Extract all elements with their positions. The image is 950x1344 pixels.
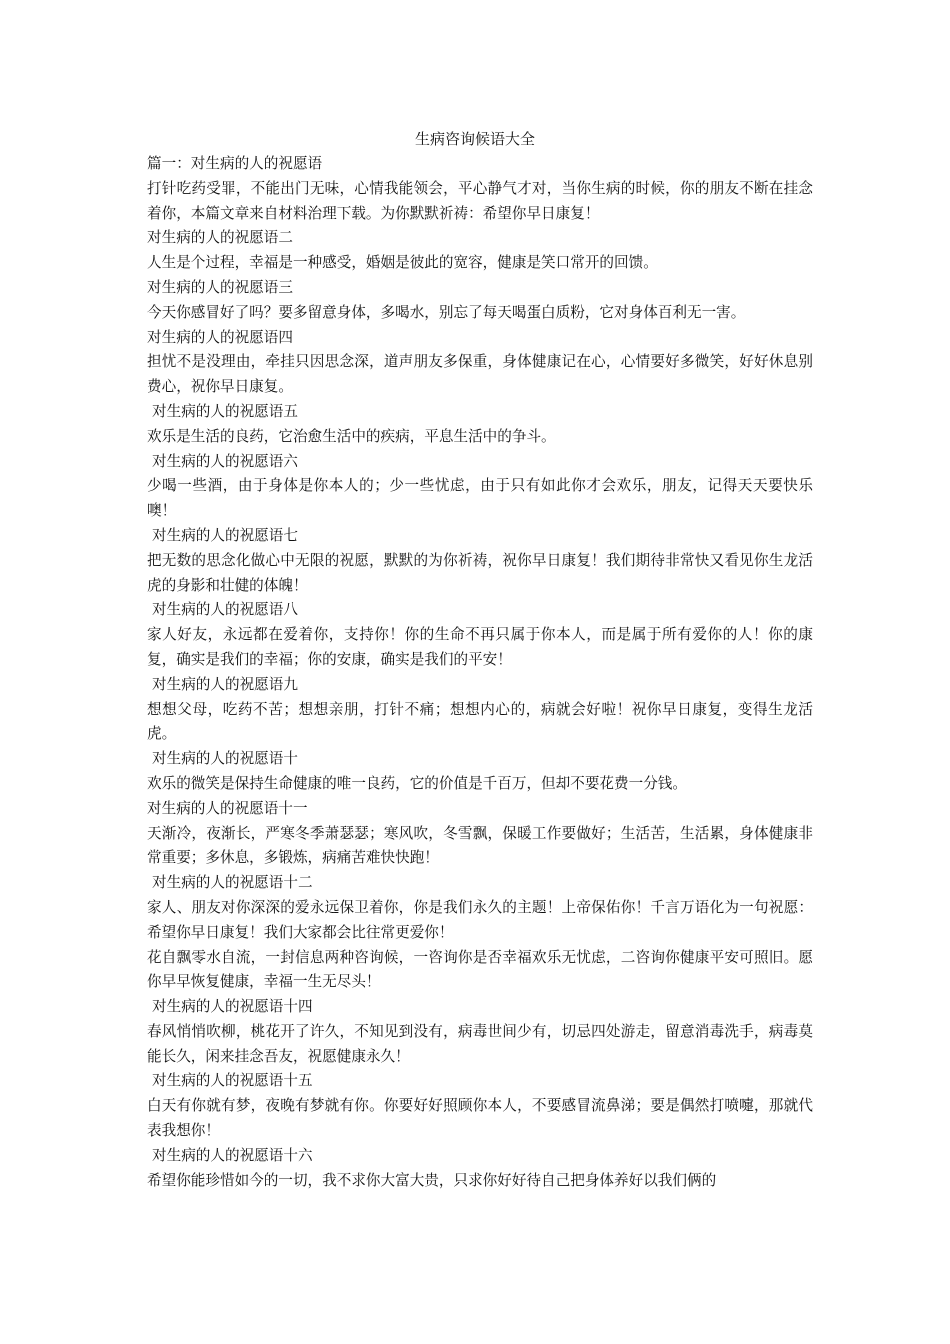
section-heading: 对生病的人的祝愿语十五 (152, 1072, 313, 1090)
section-heading: 对生病的人的祝愿语六 (152, 452, 298, 470)
section-heading: 对生病的人的祝愿语四 (147, 328, 293, 346)
section-heading: 对生病的人的祝愿语十六 (152, 1146, 313, 1164)
section-paragraph: 天渐冷，夜渐长，严寒冬季萧瑟瑟；寒风吹，冬雪飘，保暖工作要做好；生活苦，生活累，身体健康非常重要；多休息，多锻炼，病痛苦难快快跑！ (147, 824, 813, 867)
section-heading: 对生病的人的祝愿语十一 (147, 799, 308, 817)
section-heading: 对生病的人的祝愿语五 (152, 402, 298, 420)
section-paragraph: 春风悄悄吹柳，桃花开了许久，不知见到没有，病毒世间少有，切忌四处游走，留意消毒洗手，病毒莫能长久，闲来挂念吾友，祝愿健康永久！ (147, 1022, 813, 1065)
section-paragraph: 家人、朋友对你深深的爱永远保卫着你，你是我们永久的主题！上帝保佑你！千言万语化为一句祝愿：希望你早日康复！我们大家都会比往常更爱你！ (147, 898, 813, 941)
section-paragraph: 少喝一些酒，由于身体是你本人的；少一些忧虑，由于只有如此你才会欢乐，朋友，记得天天要快乐噢！ (147, 477, 813, 520)
section-heading: 对生病的人的祝愿语二 (147, 229, 293, 247)
section-paragraph: 花自飘零水自流，一封信息两种咨询候，一咨询你是否幸福欢乐无忧虑，二咨询你健康平安可照旧。愿你早早恢复健康，幸福一生无尽头！ (147, 948, 813, 991)
section-paragraph: 欢乐是生活的良药，它治愈生活中的疾病，平息生活中的争斗。 (147, 427, 556, 445)
section-paragraph: 欢乐的微笑是保持生命健康的唯一良药，它的价值是千百万，但却不要花费一分钱。 (147, 774, 687, 792)
section-paragraph: 把无数的思念化做心中无限的祝愿，默默的为你祈祷，祝你早日康复！我们期待非常快又看见你生龙活虎的身影和壮健的体魄！ (147, 551, 813, 594)
section-paragraph: 人生是个过程，幸福是一种感受，婚姻是彼此的宽容，健康是笑口常开的回馈。 (147, 254, 658, 272)
section-paragraph: 今天你感冒好了吗？要多留意身体，多喝水，别忘了每天喝蛋白质粉，它对身体百利无一害。 (147, 303, 746, 321)
section-paragraph: 想想父母，吃药不苦；想想亲朋，打针不痛；想想内心的，病就会好啦！祝你早日康复，变得生龙活虎。 (147, 700, 813, 743)
section-heading: 对生病的人的祝愿语十 (152, 750, 298, 768)
section-paragraph: 家人好友，永远都在爱着你，支持你！你的生命不再只属于你本人，而是属于所有爱你的人！你的康复，确实是我们的幸福；你的安康，确实是我们的平安！ (147, 626, 813, 668)
section-paragraph: 白天有你就有梦，夜晚有梦就有你。你要好好照顾你本人，不要感冒流鼻涕；要是偶然打喷嚏，那就代表我想你！ (147, 1097, 813, 1140)
section-heading: 对生病的人的祝愿语十二 (152, 874, 313, 892)
section-heading: 对生病的人的祝愿语十四 (152, 998, 313, 1016)
section-heading: 对生病的人的祝愿语九 (152, 675, 298, 693)
section-heading: 对生病的人的祝愿语七 (152, 526, 298, 544)
document-title: 生病咨询候语大全 (414, 130, 535, 148)
document-body (147, 152, 813, 1193)
section-heading: 对生病的人的祝愿语八 (152, 601, 298, 619)
section-paragraph: 打针吃药受罪，不能出门无味，心情我能领会，平心静气才对，当你生病的时候，你的朋友不断在挂念着你，本篇文章来自材料治理下载。为你默默祈祷：希望你早日康复！ (147, 179, 813, 222)
section-heading: 对生病的人的祝愿语三 (147, 278, 293, 296)
section-paragraph: 希望你能珍惜如今的一切，我不求你大富大贵，只求你好好待自己把身体养好以我们俩的 (147, 1171, 717, 1189)
section-paragraph: 担忧不是没理由，牵挂只因思念深，道声朋友多保重，身体健康记在心，心情要好多微笑，好好休息别费心，祝你早日康复。 (147, 353, 813, 396)
section-heading: 篇一：对生病的人的祝愿语 (147, 155, 323, 172)
